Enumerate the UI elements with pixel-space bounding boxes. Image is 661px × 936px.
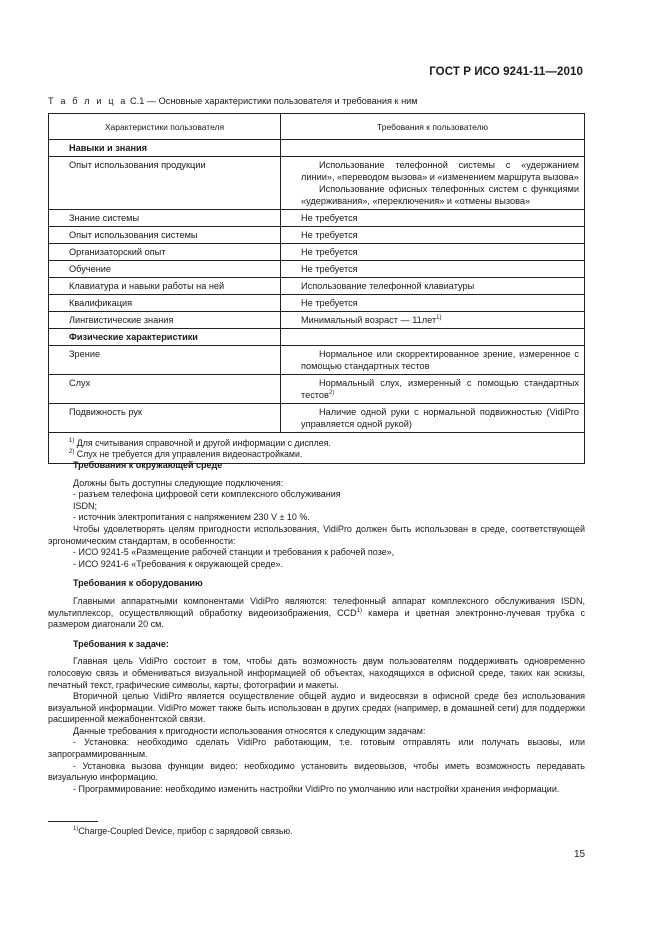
footnote <box>73 826 293 836</box>
characteristic-cell: Зрение <box>49 346 281 375</box>
paragraph: Чтобы удовлетворять целям пригодности использования, VidiPro должен быть использован в среде, соответствующей эргономическим стандартам, в особенности: <box>48 523 585 546</box>
section-row <box>49 329 585 346</box>
table-caption <box>48 96 418 106</box>
table-row <box>49 244 585 261</box>
table-caption-text: С.1 — Основные характеристики пользователя и требования к ним <box>127 96 418 106</box>
paragraph: Главными аппаратными компонентами VidiPro являются: телефонный аппарат комплексного обслуживания ISDN, мультиплексор, осуществляющий обработку видеоизображения, CCD$^{1)}$ камера и цветная электронно-лучевая трубка с размером диагонали 20 см. <box>48 595 585 630</box>
section-title: Физические характеристики <box>49 329 281 346</box>
page-number: 15 <box>574 849 586 860</box>
requirement-line: Использование офисных телефонных систем с функциями «удерживания», «переключения» и «отмены вызова» <box>301 184 579 206</box>
table-row <box>49 346 585 375</box>
characteristic-cell: Лингвистические знания <box>49 312 281 329</box>
list-item: - ИСО 9241-5 «Размещение рабочей станции и требования к рабочей позе», <box>73 547 395 558</box>
column-header-characteristics: Характеристики пользователя <box>49 114 281 140</box>
paragraph: Данные требования к пригодности использования относятся к следующим задачам: <box>73 725 426 736</box>
characteristic-cell: Организаторский опыт <box>49 244 281 261</box>
column-header-requirements: Требования к пользователю <box>281 114 585 140</box>
requirement-cell <box>281 375 585 404</box>
requirement-cell <box>281 346 585 375</box>
paragraph: Должны быть доступны следующие подключения: <box>73 477 284 488</box>
list-item: ISDN; <box>73 500 98 511</box>
characteristic-cell: Знание системы <box>49 210 281 227</box>
table-row <box>49 312 585 329</box>
list-item: - Программирование: необходимо изменить настройки VidiPro по умолчанию или настройки хранения информации. <box>73 783 560 794</box>
table-row <box>49 210 585 227</box>
section-title: Навыки и знания <box>49 140 281 157</box>
table-row <box>49 278 585 295</box>
table-note: $^{1)}$ Для считывания справочной и другой информации с дисплея. <box>69 438 331 448</box>
characteristic-cell: Опыт использования продукции <box>49 157 281 210</box>
list-item: - Установка: необходимо сделать VidiPro работающим, т.е. готовым отправлять или получать вызовы, или запрограммированным. <box>48 737 585 760</box>
section-row <box>49 140 585 157</box>
footnote-ref: 1) <box>356 607 363 614</box>
requirement-cell: Не требуется <box>281 295 585 312</box>
requirement-text: Минимальный возраст — 11лет <box>301 315 437 325</box>
requirement-cell: Не требуется <box>281 227 585 244</box>
requirement-cell: Не требуется <box>281 210 585 227</box>
table-header-row <box>49 114 585 140</box>
footnote-mark: 1) <box>73 826 79 833</box>
footnote-ref: 2) <box>328 389 335 396</box>
requirement-cell <box>281 404 585 433</box>
footnote-divider <box>48 821 98 822</box>
characteristic-cell: Обучение <box>49 261 281 278</box>
list-item: - источник электропитания с напряжением 230 V ± 10 %. <box>73 512 310 523</box>
requirement-line: Использование телефонной системы с «удержанием линии», «переводом вызова» и «изменением маршрута вызова» <box>301 160 579 182</box>
requirement-cell: Не требуется <box>281 261 585 278</box>
section-heading: Требования к оборудованию <box>73 578 203 589</box>
characteristic-cell: Квалификация <box>49 295 281 312</box>
table-row <box>49 295 585 312</box>
list-item: - ИСО 9241-6 «Требования к окружающей среде». <box>73 558 283 569</box>
footnote-ref: 1) <box>436 314 442 321</box>
table-caption-prefix: Т а б л и ц а <box>48 96 128 106</box>
characteristic-cell: Подвижность рук <box>49 404 281 433</box>
requirement-cell <box>281 312 585 329</box>
requirement-text: Нормальный слух, измеренный с помощью стандартных тестов <box>301 378 579 400</box>
body-text <box>48 458 585 795</box>
paragraph: Вторичной целью VidiPro является осуществление общей аудио и видеосвязи в офисной среде без использования визуальной информации. VidiPro может также быть использован в других средах (например, в домашней сети) для поддержки расширенной межабонентской связи. <box>48 691 585 725</box>
characteristic-cell: Опыт использования системы <box>49 227 281 244</box>
table-row <box>49 261 585 278</box>
paragraph: Главная цель VidiPro состоит в том, чтобы дать возможность двум пользователям поддерживать одновременно голосовую связь и обмениваться визуальной информацией об объектах, находящихся в офисной среде, таких как эскизы, печатный текст, графические символы, карты, фотографии и макеты. <box>48 656 585 690</box>
requirement-text: Наличие одной руки с нормальной подвижностью (VidiPro управляется одной рукой) <box>301 407 579 429</box>
section-heading: Требования к задаче: <box>73 638 169 649</box>
table-row <box>49 227 585 244</box>
table-row <box>49 157 585 210</box>
requirement-cell: Не требуется <box>281 244 585 261</box>
requirement-cell <box>281 157 585 210</box>
list-item: - разъем телефона цифровой сети комплексного обслуживания <box>73 489 341 500</box>
characteristic-cell: Слух <box>49 375 281 404</box>
requirements-table <box>48 113 585 464</box>
table-row <box>49 375 585 404</box>
table-row <box>49 404 585 433</box>
footnote-text: Charge-Coupled Device, прибор с зарядовой связью. <box>78 826 293 836</box>
requirement-cell: Использование телефонной клавиатуры <box>281 278 585 295</box>
table-note: $^{2)}$ Слух не требуется для управления видеонастройками. <box>69 449 303 459</box>
list-item: - Установка вызова функции видео: необходимо установить видеовызов, чтобы иметь возможность передавать визуальную информацию. <box>48 760 585 783</box>
requirement-text: Нормальное или скорректированное зрение, измеренное с помощью стандартных тестов <box>301 349 579 371</box>
document-header: ГОСТ Р ИСО 9241-11—2010 <box>429 66 583 78</box>
characteristic-cell: Клавиатура и навыки работы на ней <box>49 278 281 295</box>
section-heading: Требования к окружающей среде <box>73 460 223 470</box>
